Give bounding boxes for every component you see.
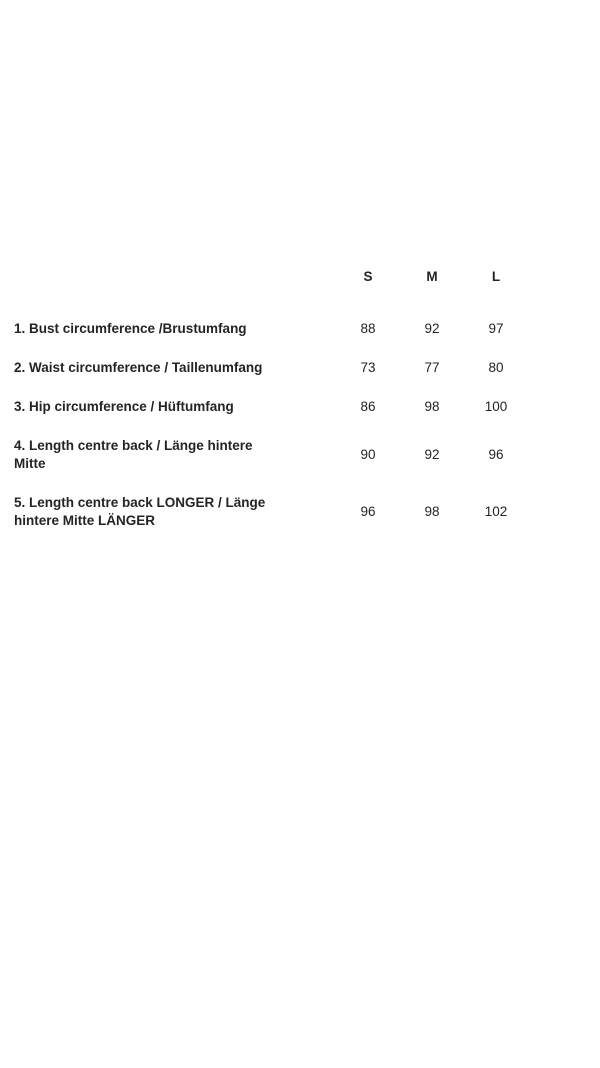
table-row (14, 484, 528, 541)
cell-value: 86 (360, 399, 376, 414)
size-chart-page (0, 268, 600, 1068)
cell-value: 102 (484, 504, 508, 519)
table-row (14, 310, 528, 349)
cell-value: 77 (424, 360, 440, 375)
cell-value: 92 (424, 321, 440, 336)
table-row (14, 388, 528, 427)
column-header-l: L (491, 269, 501, 284)
cell-value: 92 (424, 447, 440, 462)
column-header-m: M (426, 269, 438, 284)
cell-value: 96 (488, 447, 504, 462)
cell-value: 98 (424, 399, 440, 414)
header-row (14, 268, 528, 310)
column-header-s: S (363, 269, 373, 284)
row-label-waist: 2. Waist circumference / Taillenumfang (14, 360, 263, 375)
corner-cell (14, 268, 336, 310)
row-label-bust: 1. Bust circumference /Brustumfang (14, 321, 247, 336)
cell-value: 88 (360, 321, 376, 336)
cell-value: 98 (424, 504, 440, 519)
row-label-length-centre-back: 4. Length centre back / Länge hintere Mitte (14, 438, 253, 471)
cell-value: 73 (360, 360, 376, 375)
cell-value: 90 (360, 447, 376, 462)
row-label-length-centre-back-longer: 5. Length centre back LONGER / Länge hintere Mitte LÄNGER (14, 495, 266, 528)
row-label-hip: 3. Hip circumference / Hüftumfang (14, 399, 234, 414)
size-chart-table (14, 268, 528, 541)
cell-value: 80 (488, 360, 504, 375)
cell-value: 97 (488, 321, 504, 336)
cell-value: 96 (360, 504, 376, 519)
table-row (14, 349, 528, 388)
table-row (14, 427, 528, 484)
cell-value: 100 (484, 399, 508, 414)
